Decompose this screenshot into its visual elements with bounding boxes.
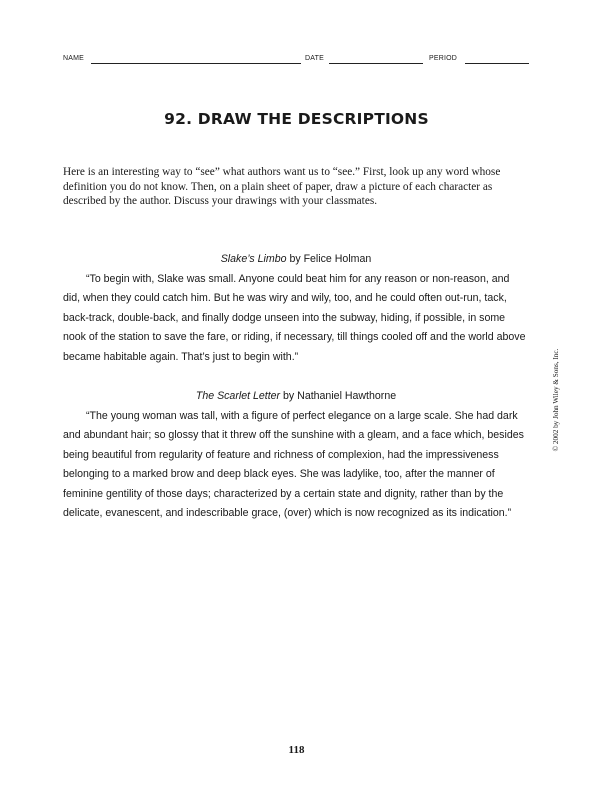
book-title: Slake’s Limbo: [220, 253, 287, 265]
passage-text: “To begin with, Slake was small. Anyone could beat him for any reason or non-reason, and did, when they could catch him. But he was wiry and wily, too, and he could often out-run, tack, back-track, double-back, and finally dodge unseen into the subway, hiding, if possible, in some nook of the station to save the fare, or riding, if necessary, till things cooled off and the world above became habitable again. That’s just to begin with.”: [63, 272, 526, 363]
passage-scarlet-letter: [63, 387, 529, 524]
date-label: DATE: [305, 55, 324, 62]
passage-heading: [63, 387, 529, 407]
period-label: PERIOD: [429, 55, 458, 62]
passage-heading: [63, 250, 529, 270]
passage-slakes-limbo: [63, 250, 529, 367]
student-info-header: [63, 55, 529, 67]
instructions-paragraph: Here is an interesting way to “see” what authors want us to “see.” First, look up any word whose definition you do not know. Then, on a plain sheet of paper, draw a picture of each character as described by the author. Discuss your drawings with your classmates.: [63, 166, 501, 207]
period-field[interactable]: [465, 63, 529, 64]
name-field[interactable]: [91, 63, 301, 64]
name-label: NAME: [63, 55, 85, 62]
page-title: 92. DRAW THE DESCRIPTIONS: [164, 110, 429, 128]
author-byline: by Nathaniel Hawthorne: [283, 390, 397, 402]
book-title: The Scarlet Letter: [195, 390, 281, 402]
author-byline: by Felice Holman: [289, 253, 372, 265]
copyright-notice: © 2002 by John Wiley & Sons, Inc.: [552, 348, 560, 452]
page-number: 118: [288, 744, 305, 756]
passage-text: “The young woman was tall, with a figure of perfect elegance on a large scale. She had dark and abundant hair; so glossy that it threw off the sunshine with a gleam, and a face which, besides being beautiful from regularity of feature and richness of complexion, had the impressiveness belonging to a marked brow and deep black eyes. She was ladylike, too, after the manner of feminine gentility of those days; characterized by a certain state and dignity, rather than by the delicate, evanescent, and indescribable grace, (over) which is now recognized as its indication.”: [63, 409, 524, 519]
date-field[interactable]: [329, 63, 423, 64]
